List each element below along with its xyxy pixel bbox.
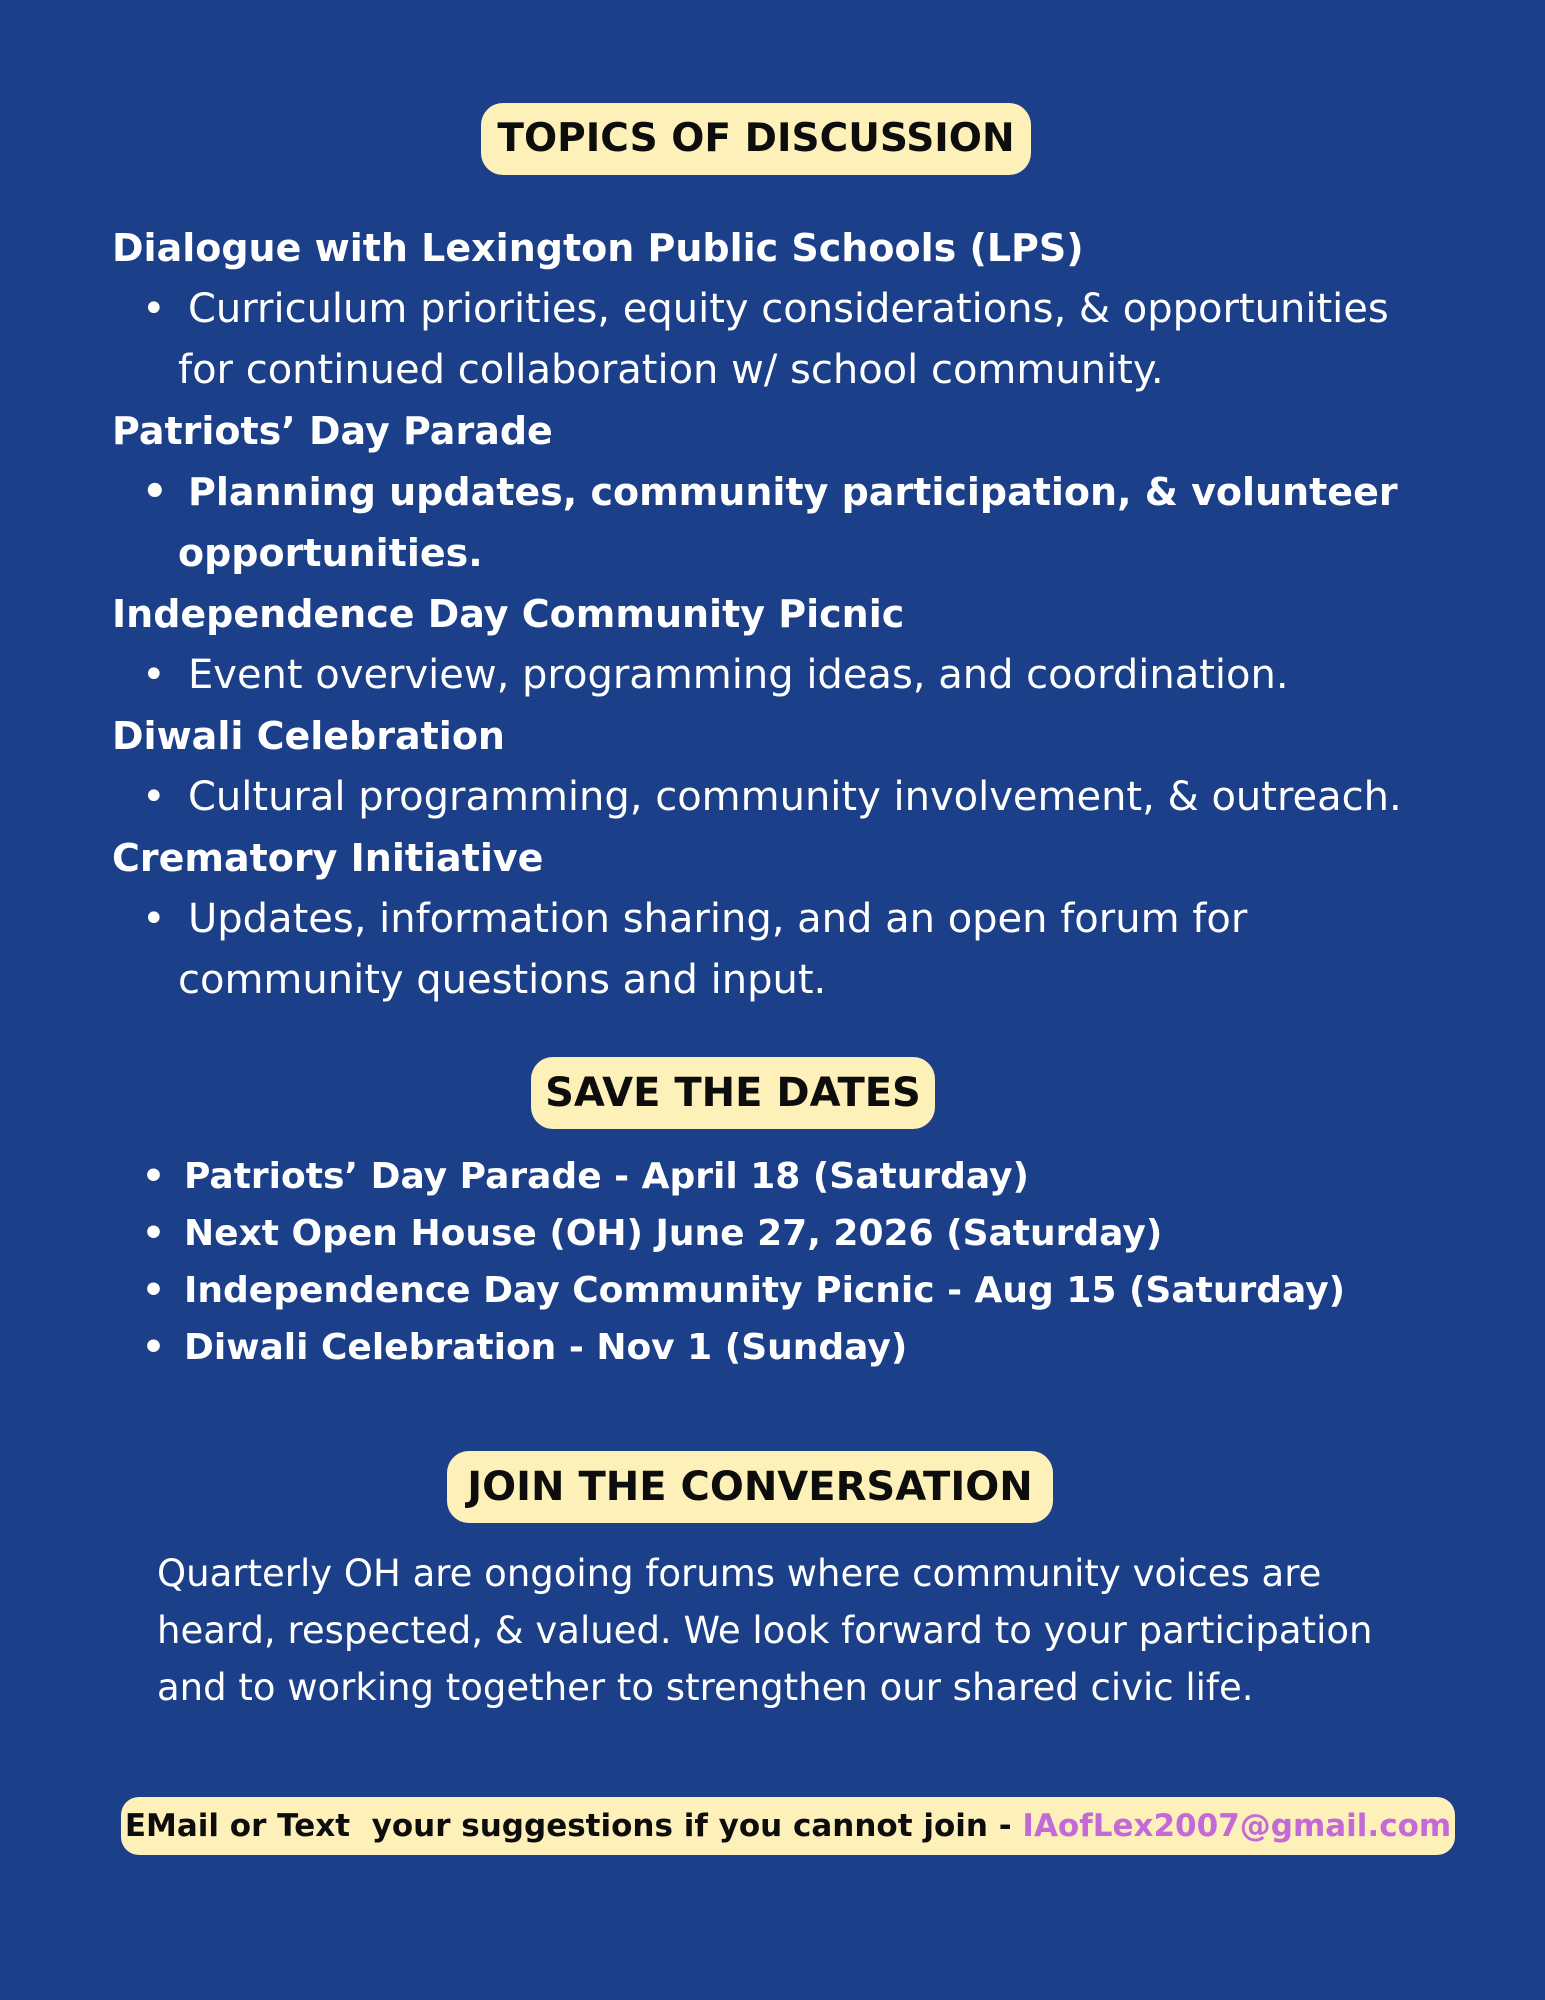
topic-bullet-line: • Cultural programming, community involvement, & outreach. xyxy=(188,774,1402,820)
topic-heading-crematory: Crematory Initiative xyxy=(112,836,544,880)
topic-bullet-lps xyxy=(112,279,1442,401)
topic-bullet-picnic xyxy=(112,645,1442,706)
topic-bullet-line: • Curriculum priorities, equity considerations, & opportunities xyxy=(188,286,1389,332)
join-conversation-heading: JOIN THE CONVERSATION xyxy=(447,1451,1053,1523)
join-paragraph xyxy=(157,1545,1407,1716)
date-item-parade: • Patriots’ Day Parade - April 18 (Saturday) xyxy=(142,1148,1442,1205)
join-line: heard, respected, & valued. We look forward to your participation xyxy=(157,1609,1373,1652)
topic-bullet-line: • Planning updates, community participation, & volunteer xyxy=(188,470,1398,514)
contact-banner xyxy=(121,1797,1455,1855)
date-item-picnic: • Independence Day Community Picnic - Aug 15 (Saturday) xyxy=(142,1262,1442,1319)
topic-bullet-line: opportunities. xyxy=(178,531,483,575)
date-item-open-house: • Next Open House (OH) June 27, 2026 (Saturday) xyxy=(142,1205,1442,1262)
topics-heading: TOPICS OF DISCUSSION xyxy=(481,103,1031,175)
email-link[interactable]: IAofLex2007@gmail.com xyxy=(1022,1808,1452,1844)
dates-list xyxy=(142,1148,1442,1376)
topic-heading-lps: Dialogue with Lexington Public Schools (LPS) xyxy=(112,226,1084,270)
join-line: Quarterly OH are ongoing forums where community voices are xyxy=(157,1552,1322,1595)
contact-prompt: EMail or Text your suggestions if you cannot join - xyxy=(124,1808,1023,1844)
topic-bullet-line: • Event overview, programming ideas, and coordination. xyxy=(188,652,1289,698)
topics-list xyxy=(112,218,1442,1011)
topic-bullet-crematory xyxy=(112,889,1442,1011)
join-line: and to working together to strengthen our shared civic life. xyxy=(157,1666,1254,1709)
topic-bullet-parade xyxy=(112,462,1442,584)
save-the-dates-heading: SAVE THE DATES xyxy=(531,1057,935,1129)
topic-heading-picnic: Independence Day Community Picnic xyxy=(112,592,905,636)
topic-bullet-line: • Updates, information sharing, and an open forum for xyxy=(188,896,1248,942)
date-item-diwali: • Diwali Celebration - Nov 1 (Sunday) xyxy=(142,1319,1442,1376)
topic-heading-diwali: Diwali Celebration xyxy=(112,714,505,758)
topic-heading-parade: Patriots’ Day Parade xyxy=(112,409,553,453)
topic-bullet-diwali xyxy=(112,767,1442,828)
topic-bullet-line: for continued collaboration w/ school community. xyxy=(178,347,1164,393)
topic-bullet-line: community questions and input. xyxy=(178,957,827,1003)
